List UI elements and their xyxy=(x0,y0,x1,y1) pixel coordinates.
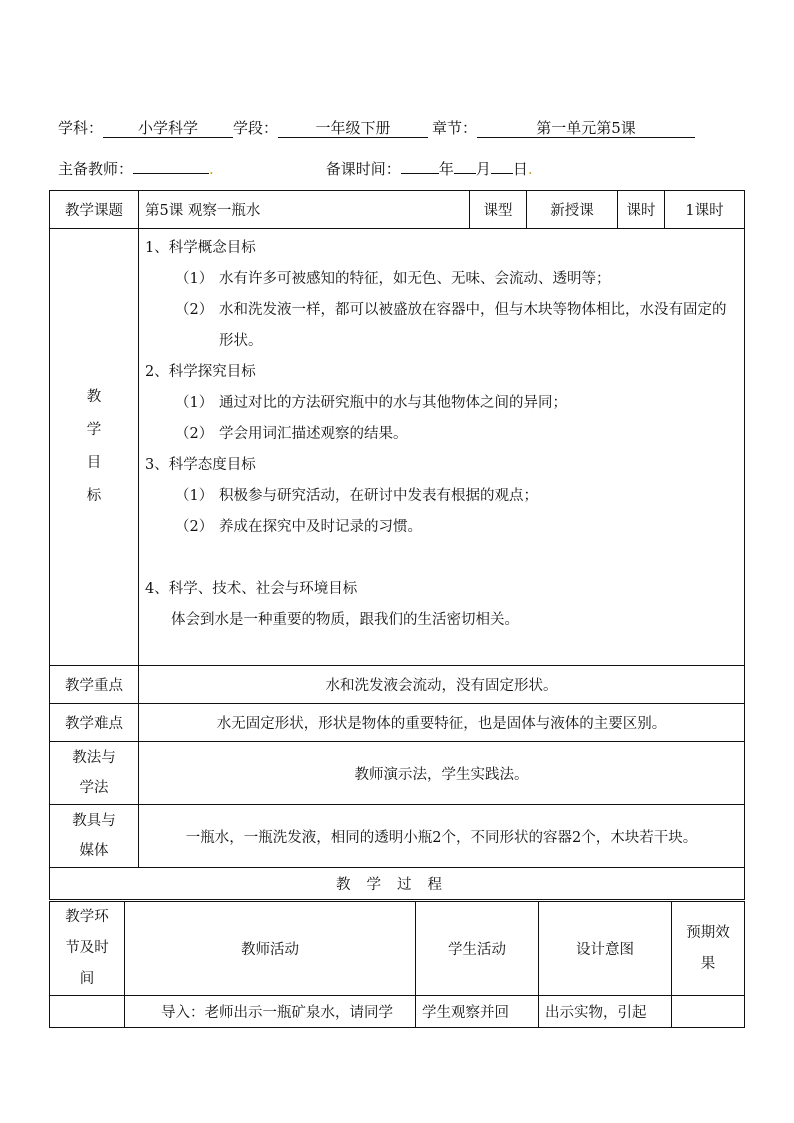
type-value: 新授课 xyxy=(527,191,618,229)
goal-4-title: 4、科学、技术、社会与环境目标 xyxy=(145,581,358,597)
goals-content xyxy=(139,229,745,666)
row1-student: 学生观察并回 xyxy=(416,996,539,1028)
teacher-value xyxy=(133,173,209,174)
goal-3-item-1: （1） 积极参与研究活动，在研讨中发表有根据的观点； xyxy=(175,488,538,504)
month-label: 月 xyxy=(475,160,491,178)
stage-value: 一年级下册 xyxy=(278,119,428,138)
hours-value: 1课时 xyxy=(665,191,745,229)
goal-3-item-2: （2） 养成在探究中及时记录的习惯。 xyxy=(175,519,422,535)
process-title: 教学过程 xyxy=(50,868,745,900)
type-label: 课型 xyxy=(470,191,527,229)
method-label: 教法与 学法 xyxy=(50,742,139,805)
year-label: 年 xyxy=(438,160,454,178)
difficulty-row xyxy=(50,704,745,742)
goal-1-title: 1、科学概念目标 xyxy=(145,240,256,256)
topic-value: 第5课 观察一瓶水 xyxy=(139,191,470,229)
subject-value: 小学科学 xyxy=(103,119,233,138)
goal-3-title: 3、科学态度目标 xyxy=(145,457,256,473)
topic-row xyxy=(50,191,745,229)
method-row xyxy=(50,742,745,805)
goals-row xyxy=(50,229,745,666)
day-label: 日 xyxy=(512,160,528,178)
teacher-label: 主备教师： xyxy=(58,160,134,178)
col-effect-header: 预期效 果 xyxy=(672,902,745,996)
goals-label: 教 学 目 标 xyxy=(50,229,139,666)
goal-1-item-2: （2） 水和洗发液一样，都可以被盛放在容器中，但与木块等物体相比，水没有固定的形状。 xyxy=(175,302,727,349)
topic-label: 教学课题 xyxy=(50,191,139,229)
difficulty-label: 教学难点 xyxy=(50,704,139,742)
method-value: 教师演示法，学生实践法。 xyxy=(139,742,745,805)
goal-2-item-1: （1） 通过对比的方法研究瓶中的水与其他物体之间的异同； xyxy=(175,395,567,411)
lesson-plan-table xyxy=(49,190,745,900)
process-table xyxy=(49,901,745,1028)
subject-label: 学科： xyxy=(58,119,104,137)
time-label: 备课时间： xyxy=(325,160,401,178)
col-student-header: 学生活动 xyxy=(416,902,539,996)
hours-label: 课时 xyxy=(618,191,665,229)
row1-stage xyxy=(50,996,125,1028)
process-row-1 xyxy=(50,996,745,1028)
difficulty-value: 水无固定形状，形状是物体的重要特征，也是固体与液体的主要区别。 xyxy=(139,704,745,742)
process-header-row xyxy=(50,902,745,996)
goal-1-item-1: （1） 水有许多可被感知的特征，如无色、无味、会流动、透明等； xyxy=(175,271,611,287)
col-teacher-header: 教师活动 xyxy=(125,902,416,996)
col-intent-header: 设计意图 xyxy=(539,902,672,996)
chapter-value: 第一单元第5课 xyxy=(477,119,695,138)
process-title-row xyxy=(50,868,745,900)
chapter-label: 章节： xyxy=(432,119,478,137)
row1-intent: 出示实物，引起 xyxy=(539,996,672,1028)
goal-4-text: 体会到水是一种重要的物质，跟我们的生活密切相关。 xyxy=(171,612,519,628)
key-point-label: 教学重点 xyxy=(50,666,139,704)
header-line-2 xyxy=(58,158,533,180)
teacher-dot: . xyxy=(209,160,214,178)
media-value: 一瓶水，一瓶洗发液，相同的透明小瓶2个，不同形状的容器2个，木块若干块。 xyxy=(139,805,745,868)
goal-2-title: 2、科学探究目标 xyxy=(145,364,256,380)
key-point-value: 水和洗发液会流动，没有固定形状。 xyxy=(139,666,745,704)
media-label: 教具与 媒体 xyxy=(50,805,139,868)
stage-label: 学段： xyxy=(233,119,279,137)
header-line-1 xyxy=(58,117,695,139)
media-row xyxy=(50,805,745,868)
key-point-row xyxy=(50,666,745,704)
row1-effect xyxy=(672,996,745,1028)
row1-teacher: 导入：老师出示一瓶矿泉水，请同学 xyxy=(125,996,416,1028)
col-stage-header: 教学环 节及时 间 xyxy=(50,902,125,996)
day-dot: . xyxy=(527,160,533,178)
goal-2-item-2: （2） 学会用词汇描述观察的结果。 xyxy=(175,426,408,442)
